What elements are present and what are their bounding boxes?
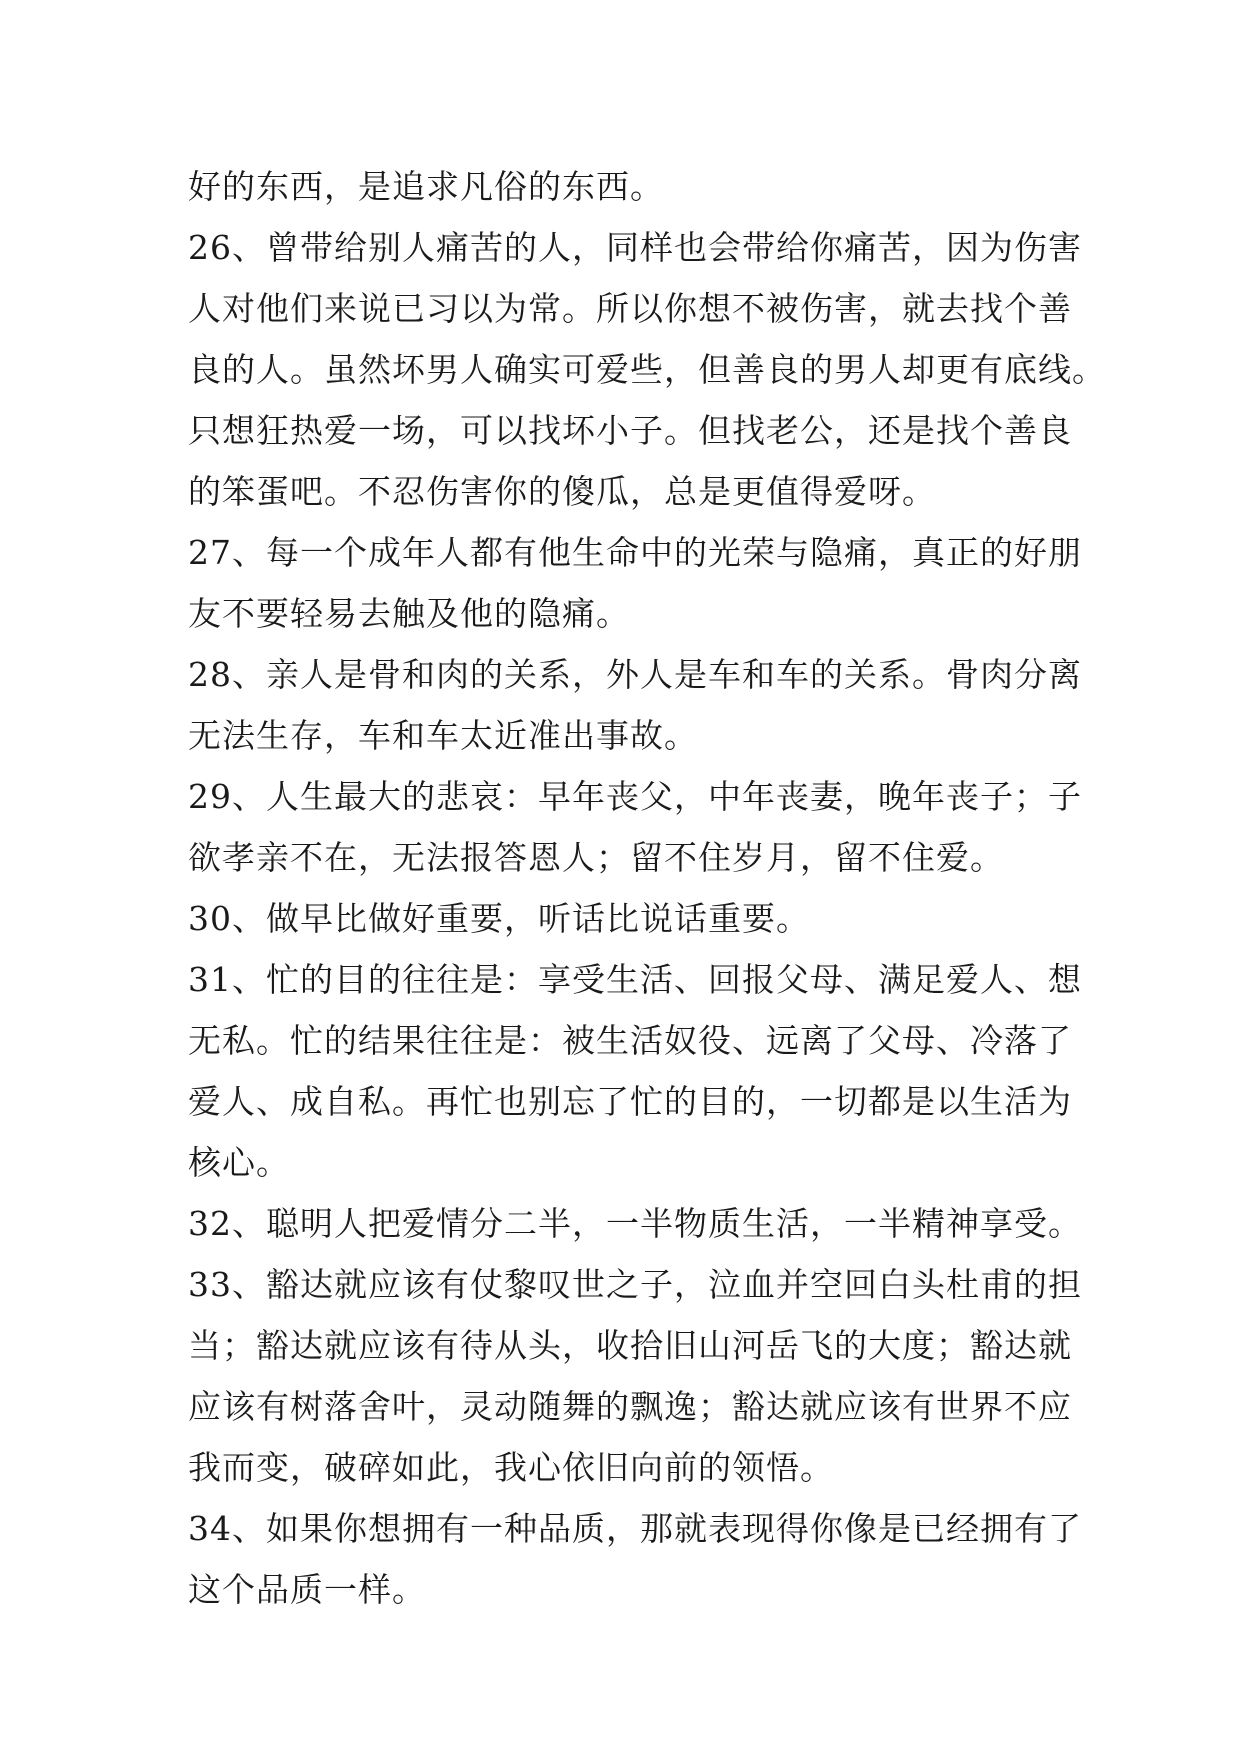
text-line: 33、豁达就应该有仗黎叹世之子，泣血并空回白头杜甫的担: [188, 1265, 1082, 1304]
text-line: 良的人。虽然坏男人确实可爱些，但善良的男人却更有底线。: [188, 350, 1106, 389]
text-line: 的笨蛋吧。不忍伤害你的傻瓜，总是更值得爱呀。: [188, 472, 936, 511]
text-line: 爱人、成自私。再忙也别忘了忙的目的，一切都是以生活为: [188, 1082, 1072, 1121]
text-line: 34、如果你想拥有一种品质，那就表现得你像是已经拥有了: [188, 1509, 1082, 1548]
text-line: 26、曾带给别人痛苦的人，同样也会带给你痛苦，因为伤害: [188, 228, 1082, 267]
text-line: 32、聪明人把爱情分二半，一半物质生活，一半精神享受。: [188, 1204, 1082, 1243]
document-body: [188, 156, 1106, 1620]
text-line: 核心。: [188, 1143, 290, 1182]
text-line: 好的东西，是追求凡俗的东西。: [188, 167, 664, 206]
text-line: 我而变，破碎如此，我心依旧向前的领悟。: [188, 1448, 834, 1487]
text-line: 29、人生最大的悲哀：早年丧父，中年丧妻，晚年丧子；子: [188, 777, 1082, 816]
text-line: 人对他们来说已习以为常。所以你想不被伤害，就去找个善: [188, 289, 1072, 328]
text-line: 无法生存，车和车太近准出事故。: [188, 716, 698, 755]
text-line: 无私。忙的结果往往是：被生活奴役、远离了父母、冷落了: [188, 1021, 1072, 1060]
text-line: 欲孝亲不在，无法报答恩人；留不住岁月，留不住爱。: [188, 838, 1004, 877]
text-line: 30、做早比做好重要，听话比说话重要。: [188, 899, 810, 938]
text-line: 31、忙的目的往往是：享受生活、回报父母、满足爱人、想: [188, 960, 1082, 999]
text-line: 28、亲人是骨和肉的关系，外人是车和车的关系。骨肉分离: [188, 655, 1082, 694]
text-line: 只想狂热爱一场，可以找坏小子。但找老公，还是找个善良: [188, 411, 1072, 450]
text-line: 27、每一个成年人都有他生命中的光荣与隐痛，真正的好朋: [188, 533, 1082, 572]
text-line: 应该有树落舍叶，灵动随舞的飘逸；豁达就应该有世界不应: [188, 1387, 1072, 1426]
text-line: 当；豁达就应该有待从头，收拾旧山河岳飞的大度；豁达就: [188, 1326, 1072, 1365]
text-line: 友不要轻易去触及他的隐痛。: [188, 594, 630, 633]
text-line: 这个品质一样。: [188, 1570, 426, 1609]
